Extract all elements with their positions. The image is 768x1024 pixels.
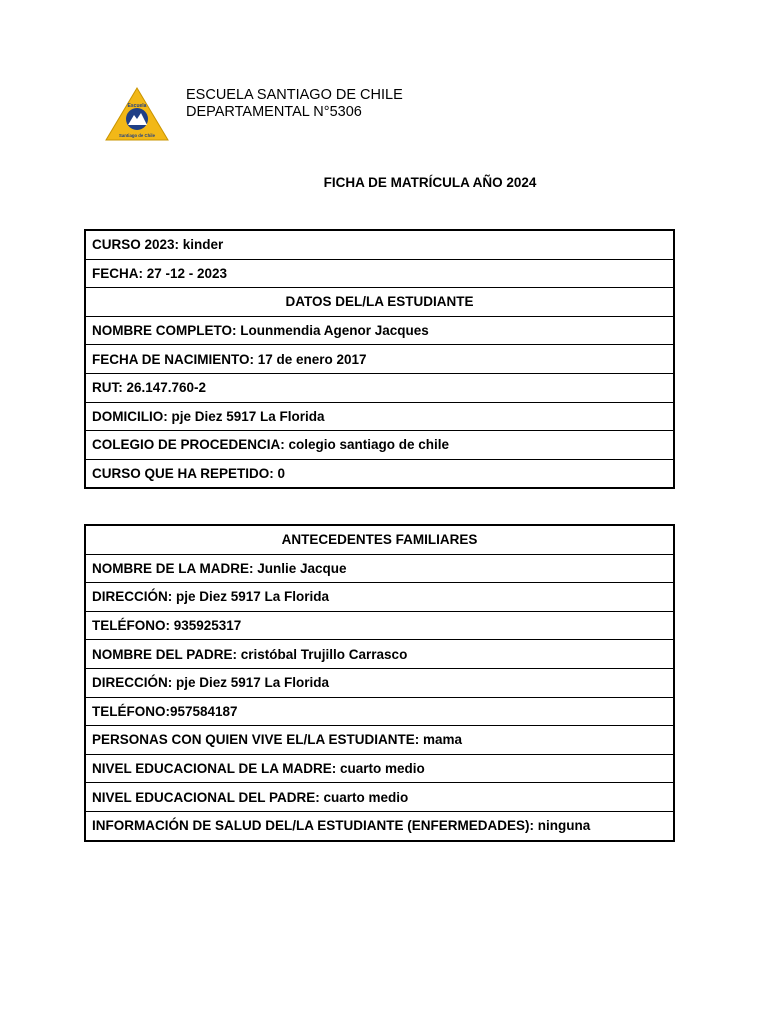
table-cell: NOMBRE DEL PADRE: cristóbal Trujillo Carrasco xyxy=(85,640,674,669)
table-cell: TELÉFONO: 935925317 xyxy=(85,611,674,640)
table-cell: FECHA: 27 -12 - 2023 xyxy=(85,259,674,288)
school-department: DEPARTAMENTAL N°5306 xyxy=(186,104,362,120)
table-cell: INFORMACIÓN DE SALUD DEL/LA ESTUDIANTE (ENFERMEDADES): ninguna xyxy=(85,811,674,840)
table-cell: NOMBRE DE LA MADRE: Junlie Jacque xyxy=(85,554,674,583)
table-row xyxy=(85,640,674,669)
table-row xyxy=(85,583,674,612)
table-row xyxy=(85,230,674,259)
school-logo xyxy=(104,86,170,142)
logo-text-bottom: Santiago de Chile xyxy=(118,133,156,138)
section-heading: DATOS DEL/LA ESTUDIANTE xyxy=(85,288,674,317)
table-row xyxy=(85,345,674,374)
school-header xyxy=(186,87,403,121)
document-title: FICHA DE MATRÍCULA AÑO 2024 xyxy=(323,175,537,190)
table-cell: FECHA DE NACIMIENTO: 17 de enero 2017 xyxy=(85,345,674,374)
table-cell: NIVEL EDUCACIONAL DE LA MADRE: cuarto medio xyxy=(85,754,674,783)
table-cell: DIRECCIÓN: pje Diez 5917 La Florida xyxy=(85,668,674,697)
table-cell: TELÉFONO:957584187 xyxy=(85,697,674,726)
table-row xyxy=(85,611,674,640)
table-cell: CURSO 2023: kinder xyxy=(85,230,674,259)
table-cell: DOMICILIO: pje Diez 5917 La Florida xyxy=(85,402,674,431)
table-row xyxy=(85,754,674,783)
logo-text-top: Escuela xyxy=(127,103,147,109)
table-cell: RUT: 26.147.760-2 xyxy=(85,373,674,402)
table-row xyxy=(85,525,674,554)
table-row xyxy=(85,259,674,288)
school-name: ESCUELA SANTIAGO DE CHILE xyxy=(186,87,403,103)
table-row xyxy=(85,811,674,840)
table-row xyxy=(85,459,674,488)
table-cell: PERSONAS CON QUIEN VIVE EL/LA ESTUDIANTE: mama xyxy=(85,726,674,755)
section-heading: ANTECEDENTES FAMILIARES xyxy=(85,525,674,554)
table-row xyxy=(85,668,674,697)
table-row xyxy=(85,316,674,345)
student-data-table xyxy=(84,229,675,489)
table-row xyxy=(85,783,674,812)
table-cell: NIVEL EDUCACIONAL DEL PADRE: cuarto medio xyxy=(85,783,674,812)
family-data-table xyxy=(84,524,675,842)
table-row xyxy=(85,288,674,317)
table-cell: NOMBRE COMPLETO: Lounmendia Agenor Jacques xyxy=(85,316,674,345)
table-row xyxy=(85,554,674,583)
table-row xyxy=(85,373,674,402)
table-row xyxy=(85,697,674,726)
table-cell: CURSO QUE HA REPETIDO: 0 xyxy=(85,459,674,488)
table-row xyxy=(85,431,674,460)
table-row xyxy=(85,726,674,755)
table-row xyxy=(85,402,674,431)
table-cell: DIRECCIÓN: pje Diez 5917 La Florida xyxy=(85,583,674,612)
table-cell: COLEGIO DE PROCEDENCIA: colegio santiago de chile xyxy=(85,431,674,460)
